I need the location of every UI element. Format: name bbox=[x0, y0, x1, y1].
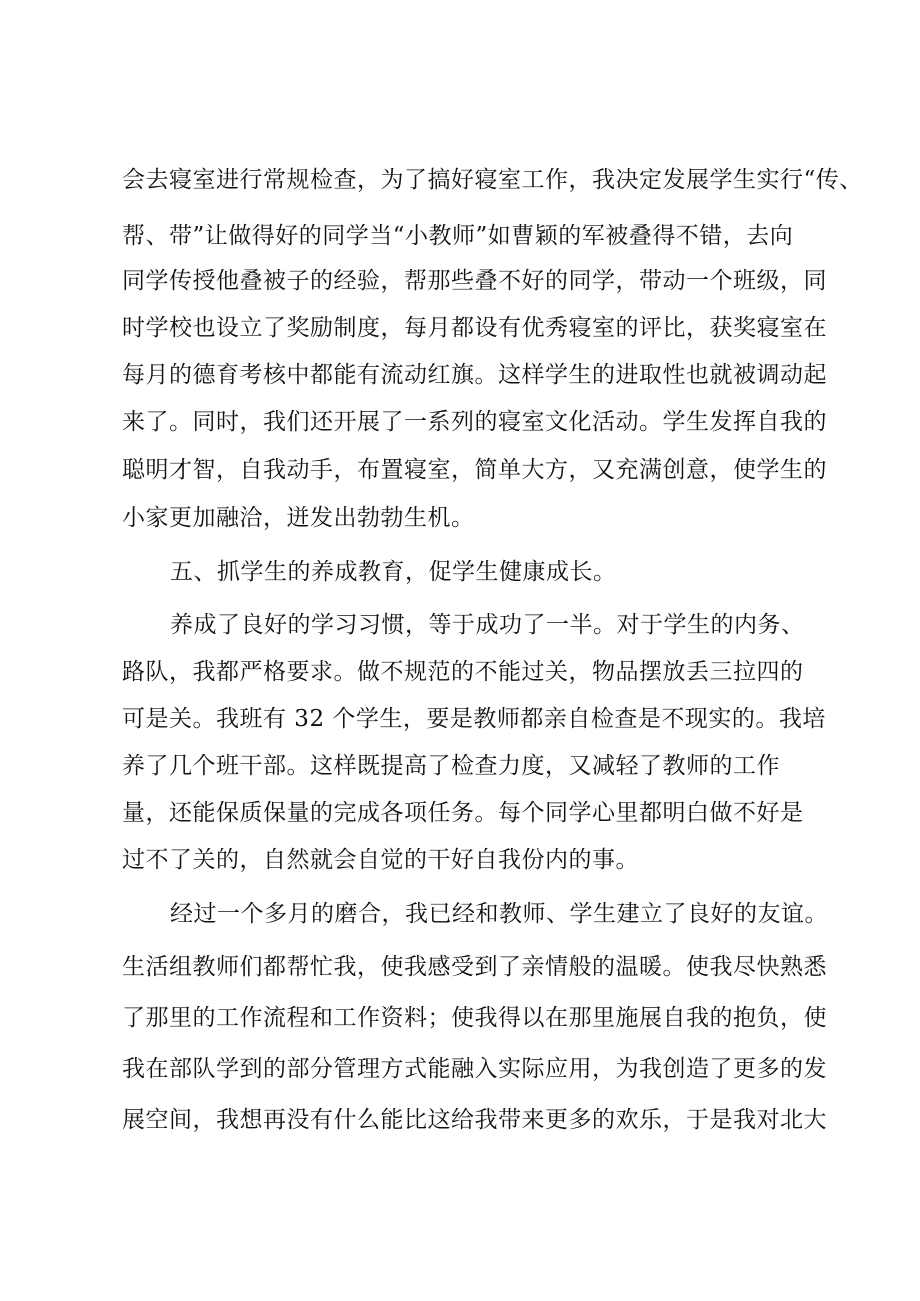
text-line: 小家更加融洽，迸发出勃勃生机。 bbox=[122, 505, 475, 531]
text-line: 聪明才智，自我动手，布置寝室，简单大方，又充满创意，使学生的 bbox=[122, 457, 827, 483]
text-line: 了那里的工作流程和工作资料；使我得以在那里施展自我的抱负，使 bbox=[122, 1005, 827, 1031]
text-line: 量，还能保质保量的完成各项任务。每个同学心里都明白做不好是 bbox=[122, 800, 804, 826]
text-line: 时学校也设立了奖励制度，每月都设有优秀寝室的评比，获奖寝室在 bbox=[122, 315, 827, 341]
text-line: 路队，我都严格要求。做不规范的不能过关，物品摆放丢三拉四的 bbox=[122, 659, 804, 685]
text-line: 养了几个班干部。这样既提高了检查力度，又减轻了教师的工作 bbox=[122, 753, 780, 779]
text-line: 我在部队学到的部分管理方式能融入实际应用，为我创造了更多的发 bbox=[122, 1056, 827, 1082]
text-line: 同学传授他叠被子的经验，帮那些叠不好的同学，带动一个班级，同 bbox=[122, 268, 827, 294]
text-line: 可是关。我班有 32 个学生，要是教师都亲自检查是不现实的。我培 bbox=[122, 706, 826, 732]
section-heading: 五、抓学生的养成教育，促学生健康成长。 bbox=[170, 559, 617, 585]
text-line: 会去寝室进行常规检查，为了搞好寝室工作，我决定发展学生实行“传、 bbox=[122, 167, 863, 193]
text-line: 生活组教师们都帮忙我，使我感受到了亲情般的温暖。使我尽快熟悉 bbox=[122, 954, 827, 980]
text-line: 展空间，我想再没有什么能比这给我带来更多的欢乐，于是我对北大 bbox=[122, 1107, 827, 1133]
text-line: 每月的德育考核中都能有流动红旗。这样学生的进取性也就被调动起 bbox=[122, 362, 827, 388]
text-line: 来了。同时，我们还开展了一系列的寝室文化活动。学生发挥自我的 bbox=[122, 409, 827, 435]
text-line: 帮、带”让做得好的同学当“小教师”如曹颖的军被叠得不错，去向 bbox=[122, 223, 794, 249]
text-line: 经过一个多月的磨合，我已经和教师、学生建立了良好的友谊。 bbox=[170, 901, 828, 927]
text-line: 养成了良好的学习习惯，等于成功了一半。对于学生的内务、 bbox=[170, 612, 805, 638]
text-line: 过不了关的，自然就会自觉的干好自我份内的事。 bbox=[122, 847, 639, 873]
